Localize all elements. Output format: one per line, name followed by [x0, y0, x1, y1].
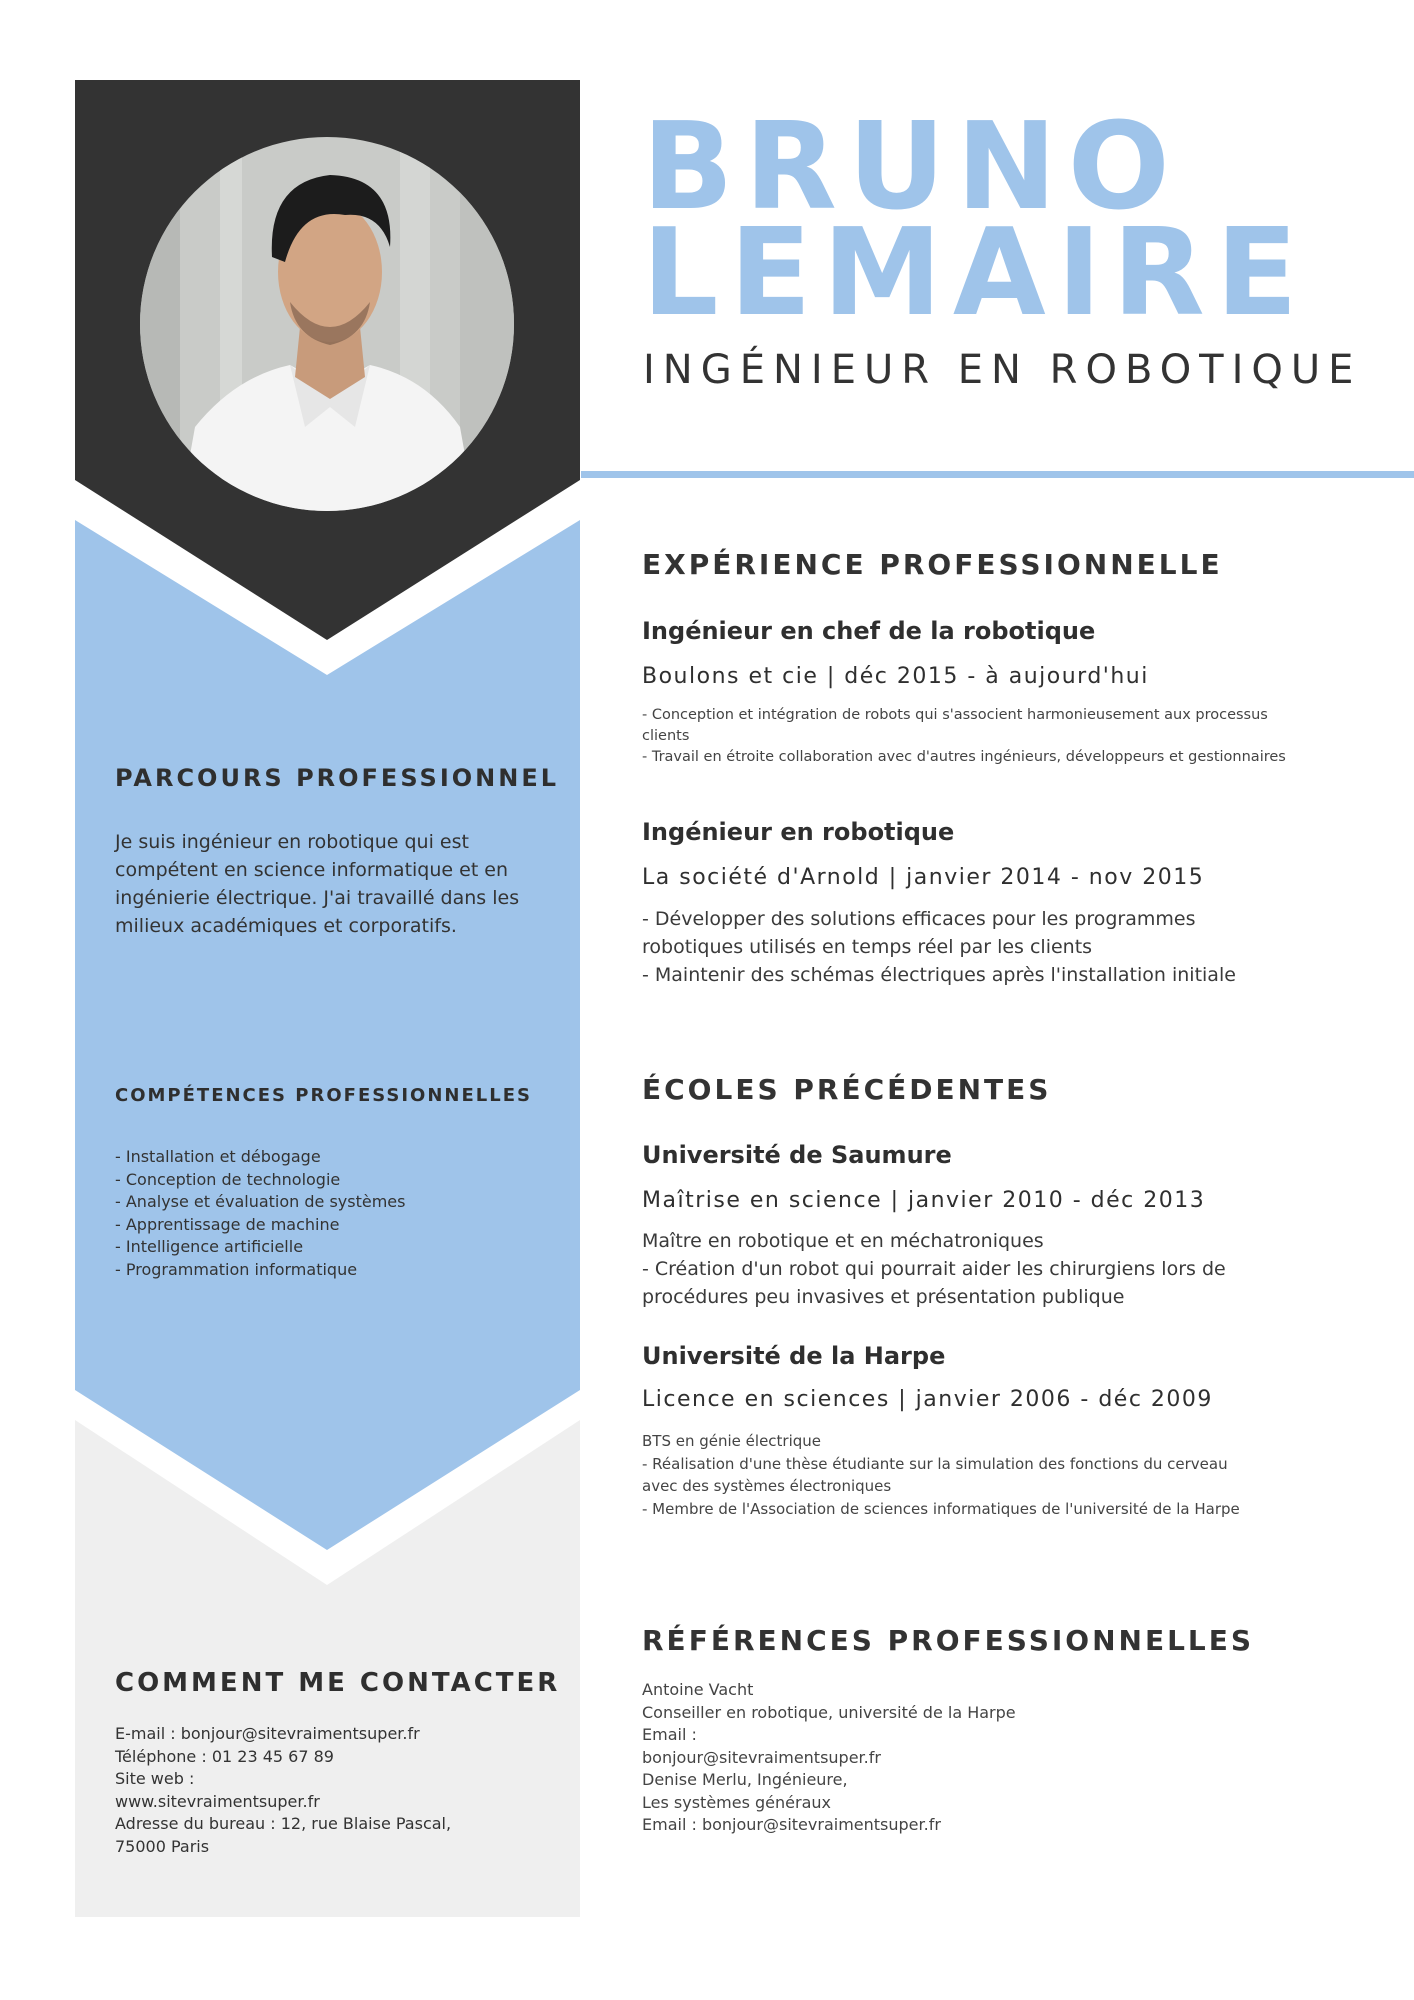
contact-website: www.sitevraimentsuper.fr [115, 1791, 320, 1811]
school-2-meta: Licence en sciences | janvier 2006 - déc 2009 [642, 1387, 1213, 1412]
skill-item: - Intelligence artificielle [115, 1237, 304, 1256]
contact-details [115, 1723, 555, 1858]
contact-city: 75000 Paris [115, 1836, 210, 1856]
school-1-line: procédures peu invasives et présentation publique [642, 1286, 1125, 1308]
school-1-name: Université de Saumure [642, 1141, 952, 1169]
contact-address: Adresse du bureau : 12, rue Blaise Pascal, [115, 1814, 452, 1833]
school-1-meta: Maîtrise en science | janvier 2010 - déc 2013 [642, 1188, 1206, 1213]
job-1-details [642, 705, 1342, 768]
first-name: BRUNO [642, 98, 1181, 237]
portrait-illustration [140, 137, 514, 511]
last-name: LEMAIRE [642, 204, 1309, 343]
skills-heading: COMPÉTENCES PROFESSIONNELLES [115, 1085, 532, 1106]
reference-line: Email : bonjour@sitevraimentsuper.fr [642, 1815, 941, 1834]
school-1-line: - Création d'un robot qui pourrait aider les chirurgiens lors de [642, 1258, 1226, 1280]
contact-email: E-mail : bonjour@sitevraimentsuper.fr [115, 1724, 420, 1743]
job-1-meta: Boulons et cie | déc 2015 - à aujourd'hui [642, 664, 1149, 689]
contact-website-label: Site web : [115, 1769, 195, 1788]
background-text: Je suis ingénieur en robotique qui est compétent en science informatique et en ingénierie électrique. J'ai travaillé dans les milieux académiques et corporatifs. [115, 831, 520, 937]
header-divider [581, 471, 1414, 478]
reference-line: Denise Merlu, Ingénieure, [642, 1770, 848, 1789]
references-details [642, 1679, 1242, 1837]
job-2-line: robotiques utilisés en temps réel par les clients [642, 936, 1093, 958]
contact-heading: COMMENT ME CONTACTER [115, 1668, 561, 1698]
references-heading: RÉFÉRENCES PROFESSIONNELLES [642, 1624, 1255, 1657]
school-1-line: Maître en robotique et en méchatroniques [642, 1230, 1044, 1252]
reference-line: Email : [642, 1725, 697, 1744]
school-2-line: - Membre de l'Association de sciences informatiques de l'université de la Harpe [642, 1499, 1240, 1518]
job-1-line: clients [642, 728, 690, 744]
experience-heading: EXPÉRIENCE PROFESSIONNELLE [642, 548, 1223, 581]
skill-item: - Programmation informatique [115, 1259, 358, 1279]
reference-line: bonjour@sitevraimentsuper.fr [642, 1747, 881, 1767]
school-2-line: - Réalisation d'une thèse étudiante sur la simulation des fonctions du cerveau [642, 1454, 1228, 1473]
blue-panel [75, 520, 580, 1550]
reference-line: Antoine Vacht [642, 1680, 754, 1699]
profile-photo [140, 137, 514, 511]
job-1-line: - Travail en étroite collaboration avec d'autres ingénieurs, développeurs et gestionnaires [642, 749, 1286, 765]
job-2-meta: La société d'Arnold | janvier 2014 - nov 2015 [642, 865, 1205, 890]
school-2-details [642, 1430, 1382, 1520]
skill-item: - Apprentissage de machine [115, 1214, 340, 1234]
school-2-line: avec des systèmes électroniques [642, 1477, 892, 1495]
contact-phone: Téléphone : 01 23 45 67 89 [115, 1746, 334, 1766]
school-2-line: BTS en génie électrique [642, 1432, 822, 1450]
job-2-line: - Développer des solutions efficaces pour les programmes [642, 908, 1196, 930]
job-2-title: Ingénieur en robotique [642, 818, 955, 846]
job-1-title: Ingénieur en chef de la robotique [642, 617, 1096, 645]
reference-line: Les systèmes généraux [642, 1792, 831, 1812]
skill-item: - Analyse et évaluation de systèmes [115, 1192, 406, 1211]
education-heading: ÉCOLES PRÉCÉDENTES [642, 1073, 1052, 1106]
job-2-line: - Maintenir des schémas électriques après l'installation initiale [642, 964, 1236, 986]
reference-line: Conseiller en robotique, université de la Harpe [642, 1702, 1016, 1722]
skill-item: - Installation et débogage [115, 1147, 321, 1166]
school-1-details [642, 1227, 1362, 1311]
job-2-details [642, 905, 1362, 989]
job-1-line: - Conception et intégration de robots qui s'associent harmonieusement aux processus [642, 707, 1268, 723]
skill-item: - Conception de technologie [115, 1169, 341, 1189]
job-title: INGÉNIEUR EN ROBOTIQUE [643, 347, 1362, 393]
background-heading: PARCOURS PROFESSIONNEL [115, 764, 560, 792]
school-2-name: Université de la Harpe [642, 1342, 946, 1370]
skills-list [115, 1146, 545, 1281]
